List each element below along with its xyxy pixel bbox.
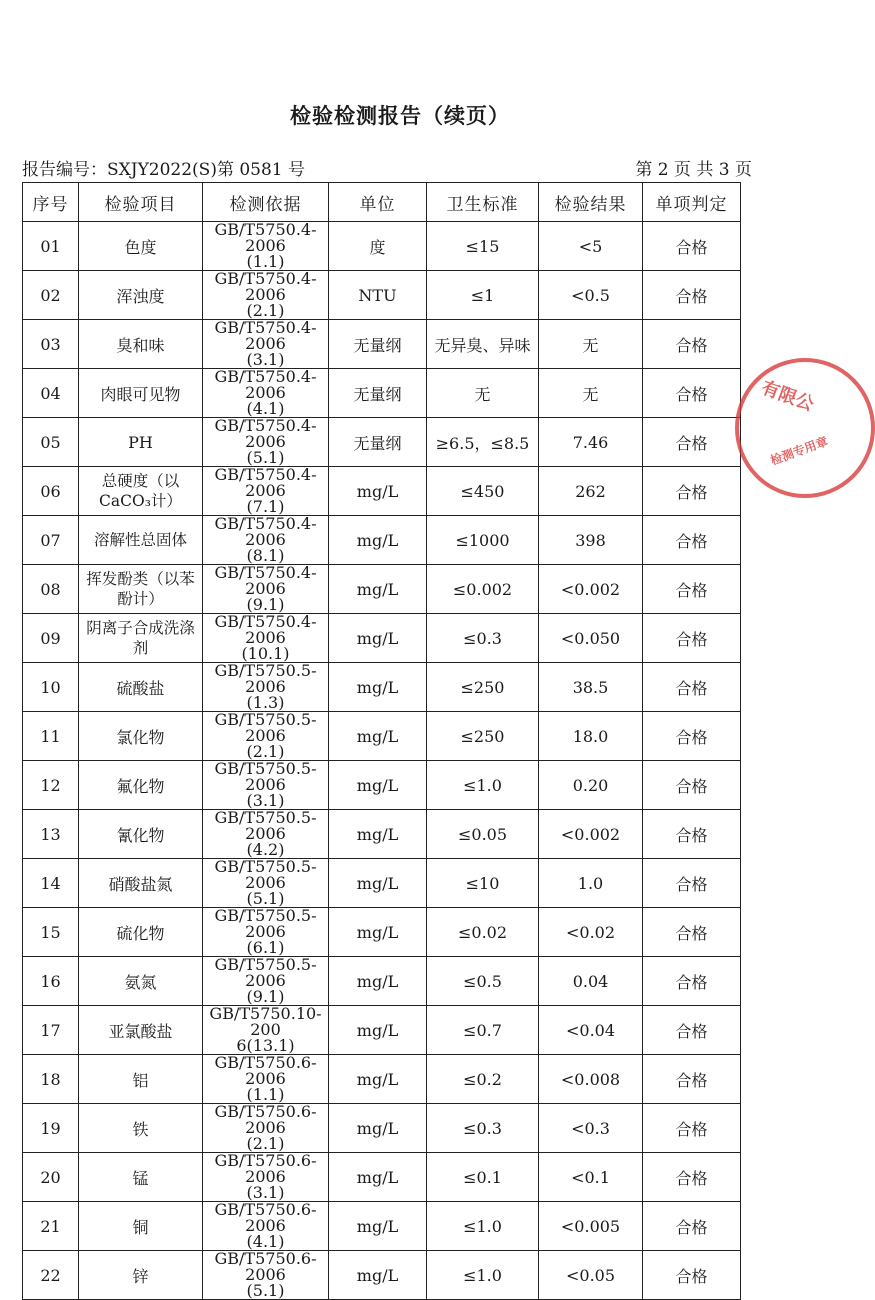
col-header-item: 检验项目 [79, 183, 203, 222]
cell-basis [203, 1104, 329, 1153]
cell-result: <0.002 [539, 810, 643, 859]
cell-unit: mg/L [329, 1006, 427, 1055]
cell-standard: ≤0.2 [427, 1055, 539, 1104]
cell-no: 15 [23, 908, 79, 957]
cell-no: 03 [23, 320, 79, 369]
cell-standard: ≤450 [427, 467, 539, 516]
cell-unit: mg/L [329, 467, 427, 516]
basis-line: (5.1) [246, 448, 285, 467]
table-row [23, 810, 741, 859]
cell-item: 硫化物 [79, 908, 203, 957]
cell-verdict: 合格 [643, 712, 741, 761]
cell-item: 硝酸盐氮 [79, 859, 203, 908]
cell-standard: ≤250 [427, 663, 539, 712]
col-header-verdict: 单项判定 [643, 183, 741, 222]
col-header-unit: 单位 [329, 183, 427, 222]
cell-item: 铁 [79, 1104, 203, 1153]
cell-verdict: 合格 [643, 418, 741, 467]
seal-text: 有限公 [758, 377, 817, 416]
cell-no: 01 [23, 222, 79, 271]
cell-basis [203, 761, 329, 810]
cell-no: 16 [23, 957, 79, 1006]
seal-text: 检测专用章 [768, 434, 830, 468]
cell-verdict: 合格 [643, 957, 741, 1006]
cell-item: 氯化物 [79, 712, 203, 761]
cell-standard: ≤1.0 [427, 761, 539, 810]
cell-result: 262 [539, 467, 643, 516]
cell-unit: mg/L [329, 761, 427, 810]
basis-line: GB/T5750.4-2006 [214, 269, 317, 304]
col-header-basis: 检测依据 [203, 183, 329, 222]
table-row [23, 1006, 741, 1055]
col-header-no: 序号 [23, 183, 79, 222]
cell-unit: mg/L [329, 810, 427, 859]
basis-line: GB/T5750.6-2006 [214, 1249, 317, 1284]
cell-basis [203, 1251, 329, 1300]
cell-verdict: 合格 [643, 1104, 741, 1153]
cell-no: 08 [23, 565, 79, 614]
basis-line: GB/T5750.5-2006 [214, 808, 317, 843]
cell-standard: ≤0.1 [427, 1153, 539, 1202]
cell-result: <0.005 [539, 1202, 643, 1251]
basis-line: GB/T5750.4-2006 [214, 220, 317, 255]
table-row [23, 712, 741, 761]
cell-unit: mg/L [329, 1251, 427, 1300]
table-row [23, 467, 741, 516]
cell-no: 07 [23, 516, 79, 565]
cell-basis [203, 957, 329, 1006]
basis-line: 6(13.1) [236, 1036, 295, 1055]
cell-result: <0.04 [539, 1006, 643, 1055]
cell-basis [203, 320, 329, 369]
basis-line: GB/T5750.5-2006 [214, 955, 317, 990]
cell-standard: ≤10 [427, 859, 539, 908]
cell-basis [203, 1055, 329, 1104]
cell-basis [203, 908, 329, 957]
col-header-result: 检验结果 [539, 183, 643, 222]
basis-line: (1.1) [246, 1085, 285, 1104]
basis-line: GB/T5750.4-2006 [214, 318, 317, 353]
basis-line: GB/T5750.6-2006 [214, 1151, 317, 1186]
cell-basis [203, 565, 329, 614]
basis-line: GB/T5750.4-2006 [214, 465, 317, 500]
table-row [23, 271, 741, 320]
basis-line: GB/T5750.4-2006 [214, 612, 317, 647]
cell-item: 硫酸盐 [79, 663, 203, 712]
cell-verdict: 合格 [643, 1251, 741, 1300]
cell-standard: ≤1000 [427, 516, 539, 565]
report-number: 报告编号：SXJY2022(S)第 0581 号 [22, 160, 306, 180]
page-indicator: 第 2 页 共 3 页 [635, 160, 752, 180]
cell-result: 无 [539, 320, 643, 369]
table-row [23, 1055, 741, 1104]
cell-result: 无 [539, 369, 643, 418]
cell-item: 肉眼可见物 [79, 369, 203, 418]
cell-result: 0.20 [539, 761, 643, 810]
cell-standard: ≤15 [427, 222, 539, 271]
basis-line: (2.1) [246, 742, 285, 761]
cell-no: 19 [23, 1104, 79, 1153]
cell-item: 总硬度（以CaCO₃计） [79, 467, 203, 516]
cell-basis [203, 467, 329, 516]
cell-no: 14 [23, 859, 79, 908]
cell-result: <5 [539, 222, 643, 271]
cell-verdict: 合格 [643, 516, 741, 565]
cell-verdict: 合格 [643, 271, 741, 320]
col-header-standard: 卫生标准 [427, 183, 539, 222]
cell-result: <0.3 [539, 1104, 643, 1153]
basis-line: GB/T5750.4-2006 [214, 416, 317, 451]
cell-basis [203, 663, 329, 712]
cell-no: 09 [23, 614, 79, 663]
cell-result: 0.04 [539, 957, 643, 1006]
cell-basis [203, 614, 329, 663]
basis-line: (9.1) [246, 987, 285, 1006]
table-row [23, 1202, 741, 1251]
basis-line: (5.1) [246, 1281, 285, 1300]
basis-line: (3.1) [246, 1183, 285, 1202]
cell-result: <0.1 [539, 1153, 643, 1202]
cell-standard: ≤0.3 [427, 1104, 539, 1153]
cell-item: 挥发酚类（以苯酚计） [79, 565, 203, 614]
basis-line: (10.1) [241, 644, 290, 663]
cell-verdict: 合格 [643, 614, 741, 663]
report-title: 检验检测报告（续页） [290, 103, 510, 128]
basis-line: (4.2) [246, 840, 285, 859]
cell-item: 铜 [79, 1202, 203, 1251]
cell-item: 氨氮 [79, 957, 203, 1006]
basis-line: GB/T5750.5-2006 [214, 661, 317, 696]
cell-item: 亚氯酸盐 [79, 1006, 203, 1055]
basis-line: GB/T5750.5-2006 [214, 759, 317, 794]
cell-result: <0.002 [539, 565, 643, 614]
basis-line: (4.1) [246, 1232, 285, 1251]
cell-no: 22 [23, 1251, 79, 1300]
cell-unit: mg/L [329, 565, 427, 614]
basis-line: (6.1) [246, 938, 285, 957]
cell-item: 阴离子合成洗涤剂 [79, 614, 203, 663]
cell-result: 1.0 [539, 859, 643, 908]
cell-item: PH [79, 418, 203, 467]
cell-result: <0.050 [539, 614, 643, 663]
cell-result: <0.5 [539, 271, 643, 320]
table-body [23, 222, 741, 1300]
cell-standard: ≤0.7 [427, 1006, 539, 1055]
cell-unit: mg/L [329, 1055, 427, 1104]
cell-no: 18 [23, 1055, 79, 1104]
cell-standard: ≤0.5 [427, 957, 539, 1006]
cell-no: 11 [23, 712, 79, 761]
cell-unit: mg/L [329, 516, 427, 565]
table-row [23, 859, 741, 908]
cell-item: 色度 [79, 222, 203, 271]
cell-no: 12 [23, 761, 79, 810]
cell-result: 18.0 [539, 712, 643, 761]
table-row [23, 418, 741, 467]
cell-no: 04 [23, 369, 79, 418]
basis-line: (5.1) [246, 889, 285, 908]
cell-verdict: 合格 [643, 1153, 741, 1202]
table-row [23, 516, 741, 565]
cell-no: 17 [23, 1006, 79, 1055]
cell-verdict: 合格 [643, 369, 741, 418]
cell-standard: ≤1.0 [427, 1251, 539, 1300]
cell-unit: mg/L [329, 859, 427, 908]
cell-unit: mg/L [329, 908, 427, 957]
table-row [23, 614, 741, 663]
cell-unit: mg/L [329, 1202, 427, 1251]
cell-standard: ≤1 [427, 271, 539, 320]
basis-line: (3.1) [246, 791, 285, 810]
table-row [23, 761, 741, 810]
report-meta [22, 155, 752, 180]
cell-no: 02 [23, 271, 79, 320]
cell-standard: ≤0.02 [427, 908, 539, 957]
cell-result: <0.02 [539, 908, 643, 957]
cell-verdict: 合格 [643, 565, 741, 614]
basis-line: (1.3) [246, 693, 285, 712]
cell-verdict: 合格 [643, 467, 741, 516]
table-row [23, 565, 741, 614]
cell-unit: mg/L [329, 614, 427, 663]
basis-line: GB/T5750.6-2006 [214, 1102, 317, 1137]
basis-line: GB/T5750.4-2006 [214, 514, 317, 549]
table-row [23, 369, 741, 418]
table-row [23, 1153, 741, 1202]
basis-line: (3.1) [246, 350, 285, 369]
cell-unit: mg/L [329, 957, 427, 1006]
cell-basis [203, 222, 329, 271]
basis-line: (1.1) [246, 252, 285, 271]
cell-verdict: 合格 [643, 1202, 741, 1251]
cell-standard: ≤1.0 [427, 1202, 539, 1251]
cell-verdict: 合格 [643, 1055, 741, 1104]
cell-no: 20 [23, 1153, 79, 1202]
cell-result: 7.46 [539, 418, 643, 467]
cell-item: 氟化物 [79, 761, 203, 810]
basis-line: GB/T5750.6-2006 [214, 1200, 317, 1235]
basis-line: (9.1) [246, 595, 285, 614]
cell-verdict: 合格 [643, 761, 741, 810]
basis-line: (2.1) [246, 1134, 285, 1153]
cell-verdict: 合格 [643, 810, 741, 859]
cell-item: 锌 [79, 1251, 203, 1300]
table-row [23, 663, 741, 712]
cell-basis [203, 418, 329, 467]
cell-item: 溶解性总固体 [79, 516, 203, 565]
basis-line: (4.1) [246, 399, 285, 418]
cell-verdict: 合格 [643, 222, 741, 271]
cell-verdict: 合格 [643, 1006, 741, 1055]
cell-no: 05 [23, 418, 79, 467]
cell-no: 13 [23, 810, 79, 859]
table-row [23, 908, 741, 957]
cell-unit: NTU [329, 271, 427, 320]
cell-item: 臭和味 [79, 320, 203, 369]
table-row [23, 1104, 741, 1153]
cell-unit: 度 [329, 222, 427, 271]
basis-line: GB/T5750.5-2006 [214, 710, 317, 745]
cell-item: 铝 [79, 1055, 203, 1104]
basis-line: GB/T5750.5-2006 [214, 857, 317, 892]
basis-line: (2.1) [246, 301, 285, 320]
cell-no: 10 [23, 663, 79, 712]
cell-basis [203, 1006, 329, 1055]
cell-no: 06 [23, 467, 79, 516]
basis-line: GB/T5750.4-2006 [214, 367, 317, 402]
cell-standard: ≤0.002 [427, 565, 539, 614]
cell-unit: 无量纲 [329, 320, 427, 369]
cell-basis [203, 810, 329, 859]
cell-unit: 无量纲 [329, 369, 427, 418]
cell-item: 氰化物 [79, 810, 203, 859]
cell-unit: mg/L [329, 663, 427, 712]
cell-unit: mg/L [329, 1153, 427, 1202]
cell-result: <0.05 [539, 1251, 643, 1300]
cell-basis [203, 369, 329, 418]
cell-result: 38.5 [539, 663, 643, 712]
official-seal [735, 358, 875, 498]
cell-verdict: 合格 [643, 859, 741, 908]
table-row [23, 957, 741, 1006]
cell-basis [203, 1153, 329, 1202]
basis-line: GB/T5750.6-2006 [214, 1053, 317, 1088]
cell-item: 浑浊度 [79, 271, 203, 320]
cell-result: 398 [539, 516, 643, 565]
table-row [23, 222, 741, 271]
cell-verdict: 合格 [643, 320, 741, 369]
cell-item: 锰 [79, 1153, 203, 1202]
cell-standard: ≤0.3 [427, 614, 539, 663]
basis-line: (7.1) [246, 497, 285, 516]
cell-standard: 无异臭、异味 [427, 320, 539, 369]
cell-unit: 无量纲 [329, 418, 427, 467]
basis-line: (8.1) [246, 546, 285, 565]
cell-result: <0.008 [539, 1055, 643, 1104]
cell-basis [203, 1202, 329, 1251]
cell-unit: mg/L [329, 712, 427, 761]
cell-standard: ≤250 [427, 712, 539, 761]
cell-standard: ≥6.5，≤8.5 [427, 418, 539, 467]
cell-standard: ≤0.05 [427, 810, 539, 859]
basis-line: GB/T5750.10-200 [209, 1004, 322, 1039]
cell-verdict: 合格 [643, 908, 741, 957]
cell-basis [203, 516, 329, 565]
table-header-row [23, 183, 741, 222]
cell-verdict: 合格 [643, 663, 741, 712]
cell-basis [203, 859, 329, 908]
results-table [22, 182, 741, 1300]
cell-unit: mg/L [329, 1104, 427, 1153]
cell-basis [203, 271, 329, 320]
cell-standard: 无 [427, 369, 539, 418]
table-row [23, 320, 741, 369]
cell-basis [203, 712, 329, 761]
table-row [23, 1251, 741, 1300]
cell-no: 21 [23, 1202, 79, 1251]
basis-line: GB/T5750.4-2006 [214, 563, 317, 598]
basis-line: GB/T5750.5-2006 [214, 906, 317, 941]
